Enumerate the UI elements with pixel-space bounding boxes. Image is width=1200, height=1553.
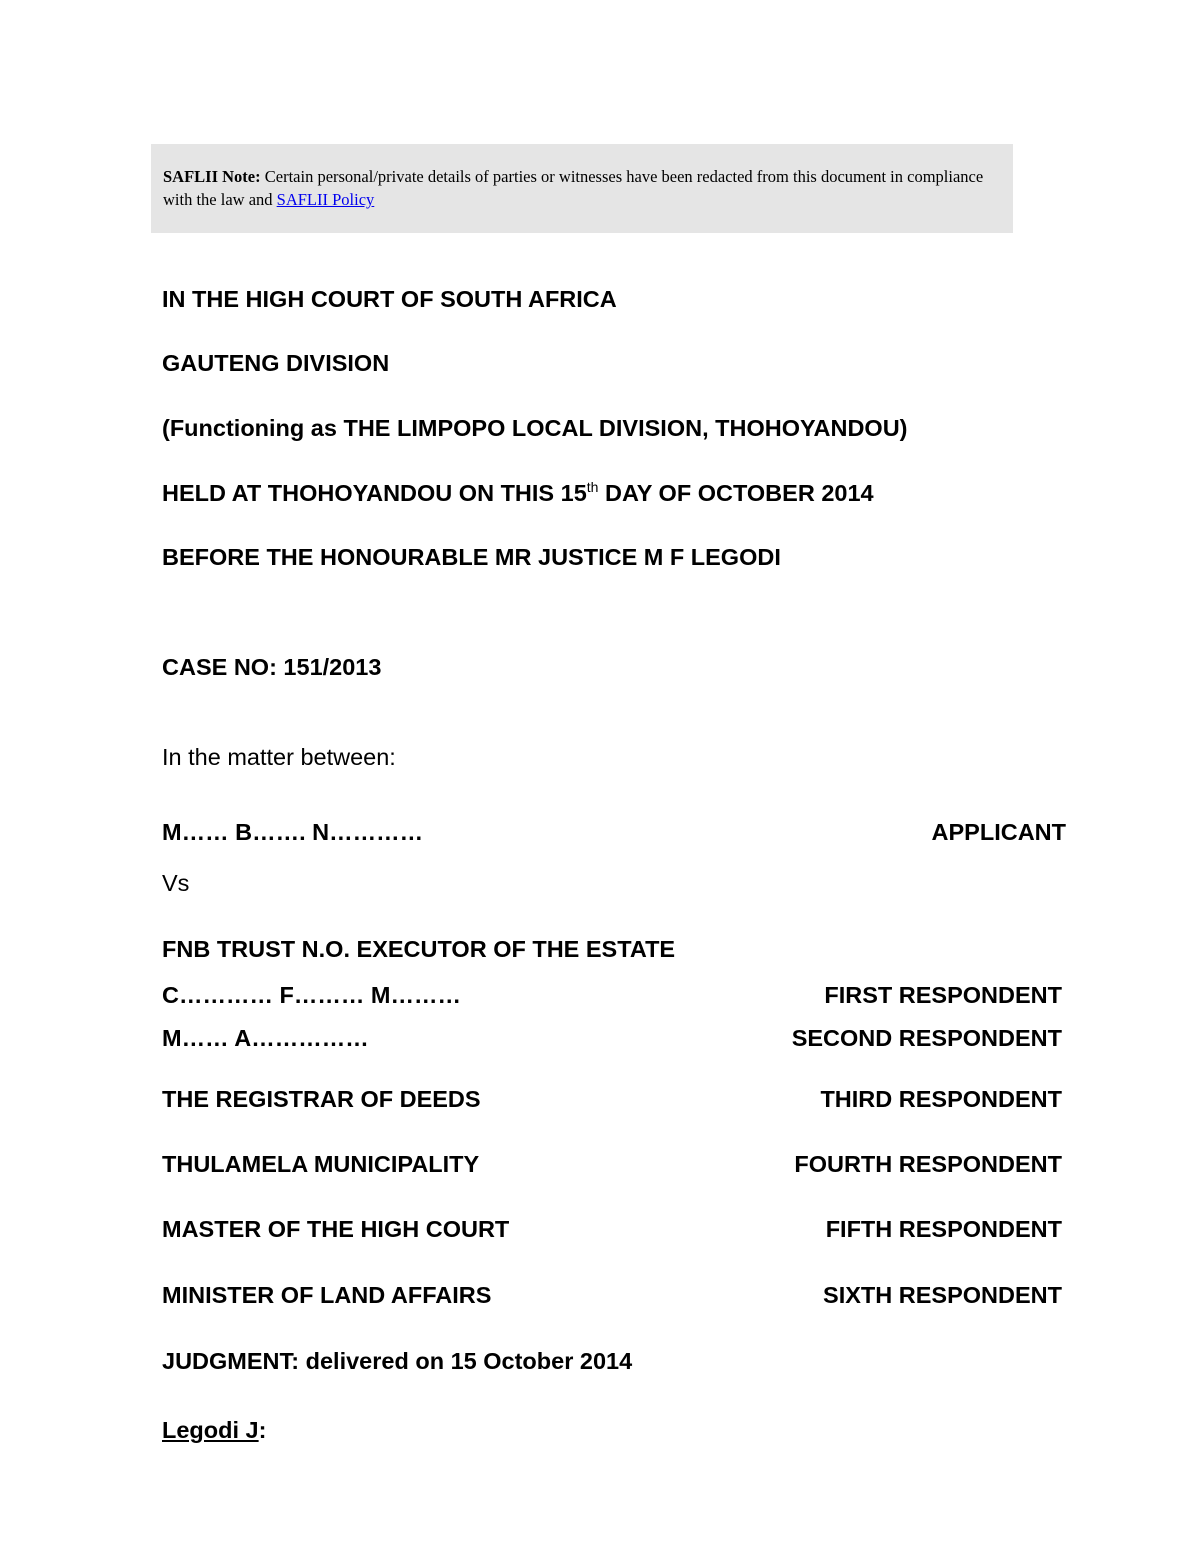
functioning-line: (Functioning as THE LIMPOPO LOCAL DIVISION, THOHOYANDOU) bbox=[162, 415, 908, 441]
applicant-role: APPLICANT bbox=[931, 819, 1066, 845]
versus: Vs bbox=[162, 870, 190, 896]
fnb-trust-line: FNB TRUST N.O. EXECUTOR OF THE ESTATE bbox=[162, 936, 676, 962]
respondent-3-role: THIRD RESPONDENT bbox=[820, 1086, 1062, 1112]
respondent-1-name: C………… F……… M……… bbox=[162, 982, 461, 1008]
respondent-6-name: MINISTER OF LAND AFFAIRS bbox=[162, 1282, 492, 1308]
respondent-4-name: THULAMELA MUNICIPALITY bbox=[162, 1151, 480, 1177]
saflii-note-box bbox=[151, 144, 1013, 233]
judgment-line: JUDGMENT: delivered on 15 October 2014 bbox=[162, 1348, 633, 1374]
matter-between: In the matter between: bbox=[162, 744, 396, 770]
respondent-4-role: FOURTH RESPONDENT bbox=[794, 1151, 1062, 1177]
respondent-2-name: M…… A…………… bbox=[162, 1025, 369, 1051]
note-text: Certain personal/private details of parties or witnesses have been redacted from this document in compliance with the law and bbox=[163, 167, 984, 209]
court-title: IN THE HIGH COURT OF SOUTH AFRICA bbox=[162, 286, 617, 312]
saflii-policy-link[interactable]: SAFLII Policy bbox=[276, 190, 375, 209]
judge-name: Legodi J bbox=[162, 1417, 259, 1443]
held-prefix: HELD AT THOHOYANDOU ON THIS 15 bbox=[162, 479, 587, 506]
before-judge-line: BEFORE THE HONOURABLE MR JUSTICE M F LEGODI bbox=[162, 544, 781, 570]
respondent-1-role: FIRST RESPONDENT bbox=[824, 982, 1062, 1008]
respondent-3-name: THE REGISTRAR OF DEEDS bbox=[162, 1086, 481, 1112]
case-number: CASE NO: 151/2013 bbox=[162, 654, 382, 680]
respondent-2-role: SECOND RESPONDENT bbox=[791, 1025, 1062, 1051]
respondent-5-name: MASTER OF THE HIGH COURT bbox=[162, 1216, 510, 1242]
held-at-line bbox=[162, 479, 874, 507]
division-title: GAUTENG DIVISION bbox=[162, 350, 390, 376]
judge-heading bbox=[162, 1417, 266, 1444]
applicant-name: M…… B……. N………… bbox=[162, 819, 424, 845]
held-suffix: DAY OF OCTOBER 2014 bbox=[598, 479, 874, 506]
note-label: SAFLII Note: bbox=[163, 167, 261, 186]
respondent-5-role: FIFTH RESPONDENT bbox=[825, 1216, 1062, 1242]
judge-colon: : bbox=[258, 1417, 267, 1443]
held-sup: th bbox=[586, 479, 599, 495]
respondent-6-role: SIXTH RESPONDENT bbox=[823, 1282, 1062, 1308]
